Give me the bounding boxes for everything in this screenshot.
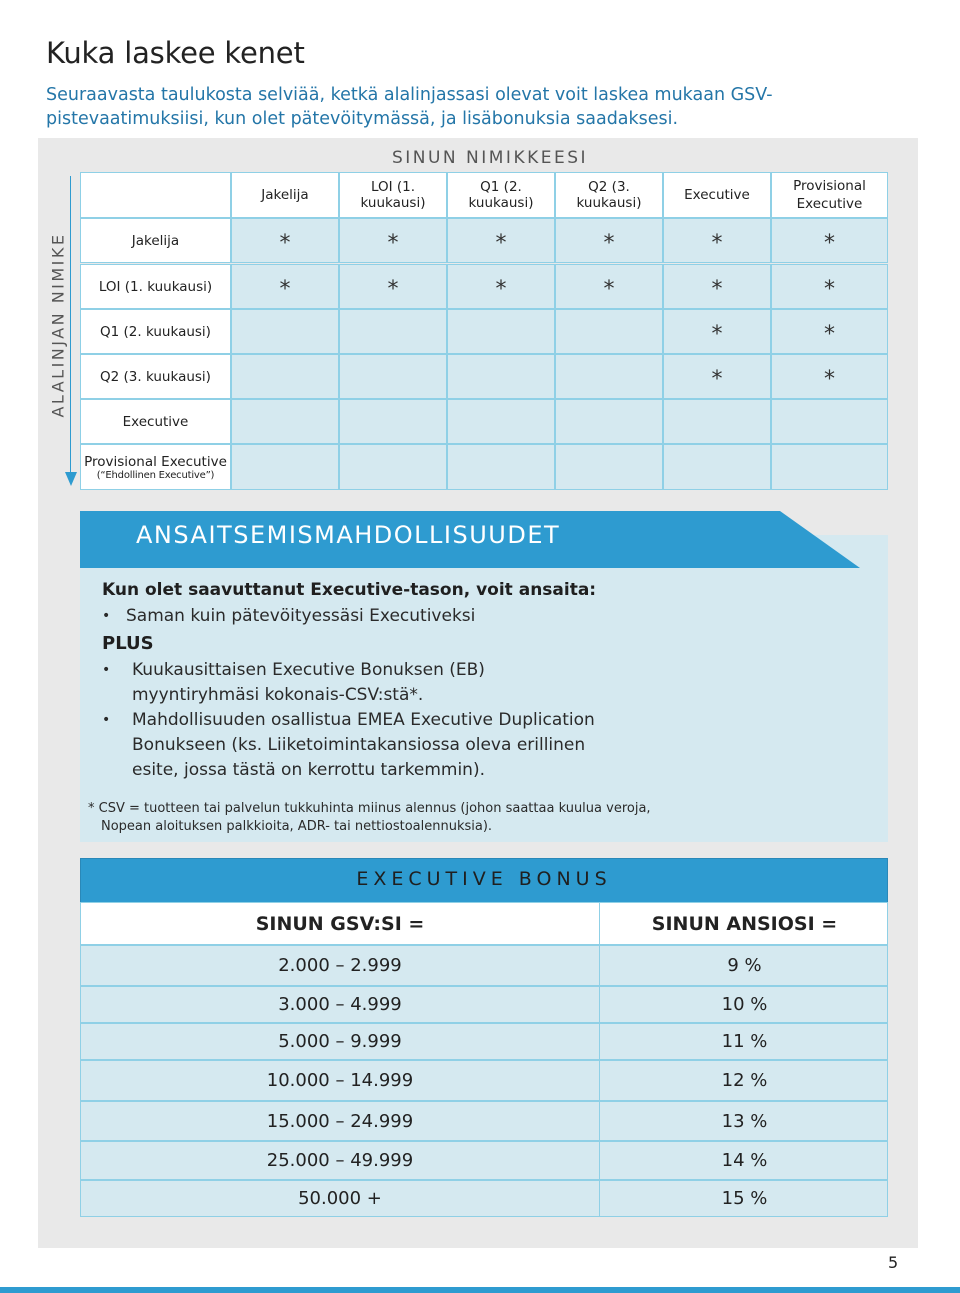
count-mark: * — [603, 231, 615, 256]
matrix-cell — [555, 309, 663, 354]
footnote-line-1: * CSV = tuotteen tai palvelun tukkuhinta miinus alennus (johon saattaa kuulua veroja, — [88, 801, 651, 816]
matrix-cell — [447, 218, 555, 263]
matrix-cell — [663, 309, 771, 354]
column-header — [771, 172, 888, 218]
gsv-cell: SINUN GSV:SI = — [255, 912, 425, 935]
bullet-icon: • — [102, 608, 111, 624]
row-header-label: Q2 (3. kuukausi) — [100, 368, 211, 385]
row-header — [80, 444, 231, 490]
earnings-bullet-2-line-1: Kuukausittaisen Executive Bonuksen (EB) — [132, 660, 485, 680]
row-header — [80, 354, 231, 399]
matrix-cell — [231, 444, 339, 490]
page-title: Kuka laskee kenet — [46, 36, 305, 70]
matrix-cell — [771, 309, 888, 354]
count-mark: * — [279, 277, 291, 302]
row-header-label: Provisional Executive — [84, 453, 227, 470]
matrix-corner-cell — [80, 172, 231, 218]
plus-label: PLUS — [102, 633, 154, 654]
table-row — [80, 986, 888, 1023]
matrix-cell — [663, 264, 771, 309]
row-header — [80, 309, 231, 354]
count-mark: * — [711, 231, 723, 256]
down-arrow-icon — [65, 472, 77, 486]
column-header-label: Q2 (3. kuukausi) — [576, 179, 642, 211]
count-mark: * — [824, 231, 835, 256]
earnings-cell: 9 % — [599, 946, 889, 985]
matrix-cell — [447, 264, 555, 309]
matrix-cell — [447, 399, 555, 444]
matrix-cell — [663, 444, 771, 490]
matrix-cell — [231, 218, 339, 263]
earnings-bullet-3-line-2: Bonukseen (ks. Liiketoimintakansiossa oleva erillinen — [132, 735, 586, 755]
matrix-cell — [447, 354, 555, 399]
matrix-cell — [339, 354, 447, 399]
matrix-cell — [339, 309, 447, 354]
earnings-cell: 11 % — [599, 1024, 889, 1059]
column-header-label: Executive — [684, 187, 750, 203]
matrix-cell — [339, 444, 447, 490]
gsv-cell: 5.000 – 9.999 — [278, 1031, 402, 1052]
column-header-label: Jakelija — [261, 187, 309, 203]
count-mark: * — [495, 277, 507, 302]
earnings-bullet-3-line-3: esite, jossa tästä on kerrottu tarkemmin). — [132, 760, 485, 780]
earnings-cell: SINUN ANSIOSI = — [599, 903, 889, 944]
page-number: 5 — [888, 1253, 899, 1272]
count-mark: * — [711, 277, 723, 302]
matrix-cell — [555, 354, 663, 399]
matrix-cell — [771, 399, 888, 444]
count-mark: * — [387, 277, 399, 302]
earnings-heading: ANSAITSEMISMAHDOLLISUUDET — [136, 521, 561, 549]
gsv-cell: 10.000 – 14.999 — [266, 1070, 414, 1091]
row-header — [80, 264, 231, 309]
counting-matrix — [80, 172, 888, 490]
column-header-label: LOI (1. kuukausi) — [360, 179, 426, 211]
earnings-bullet-1: Saman kuin pätevöityessäsi Executiveksi — [126, 606, 476, 626]
matrix-cell — [339, 264, 447, 309]
count-mark: * — [387, 231, 399, 256]
earnings-bullet-2-line-2: myyntiryhmäsi kokonais-CSV:stä*. — [132, 685, 424, 705]
table-row — [80, 945, 888, 986]
row-header-label: LOI (1. kuukausi) — [98, 278, 213, 295]
earnings-cell: 14 % — [599, 1142, 889, 1179]
row-header-label: Q1 (2. kuukausi) — [100, 323, 211, 340]
column-header — [447, 172, 555, 218]
column-header — [339, 172, 447, 218]
column-header-label: Provisional Executive — [793, 178, 866, 212]
earnings-cell: 13 % — [599, 1102, 889, 1140]
row-header-label: Executive — [122, 413, 189, 430]
matrix-cell — [231, 264, 339, 309]
row-header — [80, 218, 231, 263]
table-row — [80, 1101, 888, 1141]
count-mark: * — [711, 322, 723, 347]
column-header — [555, 172, 663, 218]
row-header-label: Jakelija — [131, 232, 180, 249]
earnings-cell: 10 % — [599, 987, 889, 1022]
gsv-cell: 25.000 – 49.999 — [266, 1150, 414, 1171]
gsv-cell: 2.000 – 2.999 — [278, 955, 402, 976]
matrix-cell — [771, 264, 888, 309]
bullet-icon: • — [102, 662, 111, 678]
count-mark: * — [824, 322, 835, 347]
matrix-cell — [339, 218, 447, 263]
bullet-icon: • — [102, 712, 111, 728]
matrix-cell — [447, 444, 555, 490]
column-header — [231, 172, 339, 218]
earnings-bullet-3-line-1: Mahdollisuuden osallistua EMEA Executive Duplication — [132, 710, 595, 730]
table-row — [80, 1060, 888, 1101]
count-mark: * — [495, 231, 507, 256]
matrix-cell — [231, 399, 339, 444]
matrix-cell — [663, 218, 771, 263]
gsv-cell: 3.000 – 4.999 — [278, 994, 402, 1015]
gsv-cell: 15.000 – 24.999 — [266, 1110, 414, 1132]
table-row — [80, 1180, 888, 1217]
row-header-sublabel: (“Ehdollinen Executive”) — [96, 469, 215, 481]
matrix-cell — [771, 354, 888, 399]
row-header — [80, 399, 231, 444]
matrix-cell — [663, 354, 771, 399]
count-mark: * — [711, 367, 723, 392]
intro-text: Seuraavasta taulukosta selviää, ketkä alalinjassasi olevat voit laskea mukaan GSV-pistevaatimuksiisi, kun olet pätevöitymässä, ja lisäbonuksia saadaksesi. — [46, 85, 773, 129]
executive-bonus-header-row — [80, 902, 888, 945]
footnote — [88, 800, 651, 836]
footnote-line-2: Nopean aloituksen palkkioita, ADR- tai nettiostoalennuksia). — [101, 819, 493, 834]
executive-bonus-title: EXECUTIVE BONUS — [356, 868, 612, 890]
count-mark: * — [603, 277, 615, 302]
bottom-accent-bar — [0, 1287, 960, 1293]
gsv-cell: 50.000 + — [298, 1188, 382, 1209]
matrix-cell — [447, 309, 555, 354]
matrix-cell — [231, 309, 339, 354]
count-mark: * — [279, 231, 291, 256]
matrix-cell — [555, 399, 663, 444]
count-mark: * — [824, 277, 835, 302]
row-axis-label: ALALINJAN NIMIKE — [48, 232, 68, 418]
matrix-cell — [663, 399, 771, 444]
matrix-cell — [555, 264, 663, 309]
count-mark: * — [824, 367, 835, 392]
column-header-label: Q1 (2. kuukausi) — [468, 179, 534, 211]
matrix-cell — [339, 399, 447, 444]
column-axis-label: SINUN NIMIKKEESI — [391, 148, 589, 168]
matrix-cell — [555, 444, 663, 490]
down-arrow-line — [70, 176, 71, 474]
matrix-cell — [771, 218, 888, 263]
table-row — [80, 1141, 888, 1180]
earnings-cell: 12 % — [599, 1061, 889, 1100]
column-header — [663, 172, 771, 218]
earnings-lead: Kun olet saavuttanut Executive-tason, voit ansaita: — [102, 580, 597, 600]
matrix-cell — [555, 218, 663, 263]
earnings-cell: 15 % — [599, 1181, 889, 1216]
matrix-cell — [231, 354, 339, 399]
matrix-cell — [771, 444, 888, 490]
table-row — [80, 1023, 888, 1060]
